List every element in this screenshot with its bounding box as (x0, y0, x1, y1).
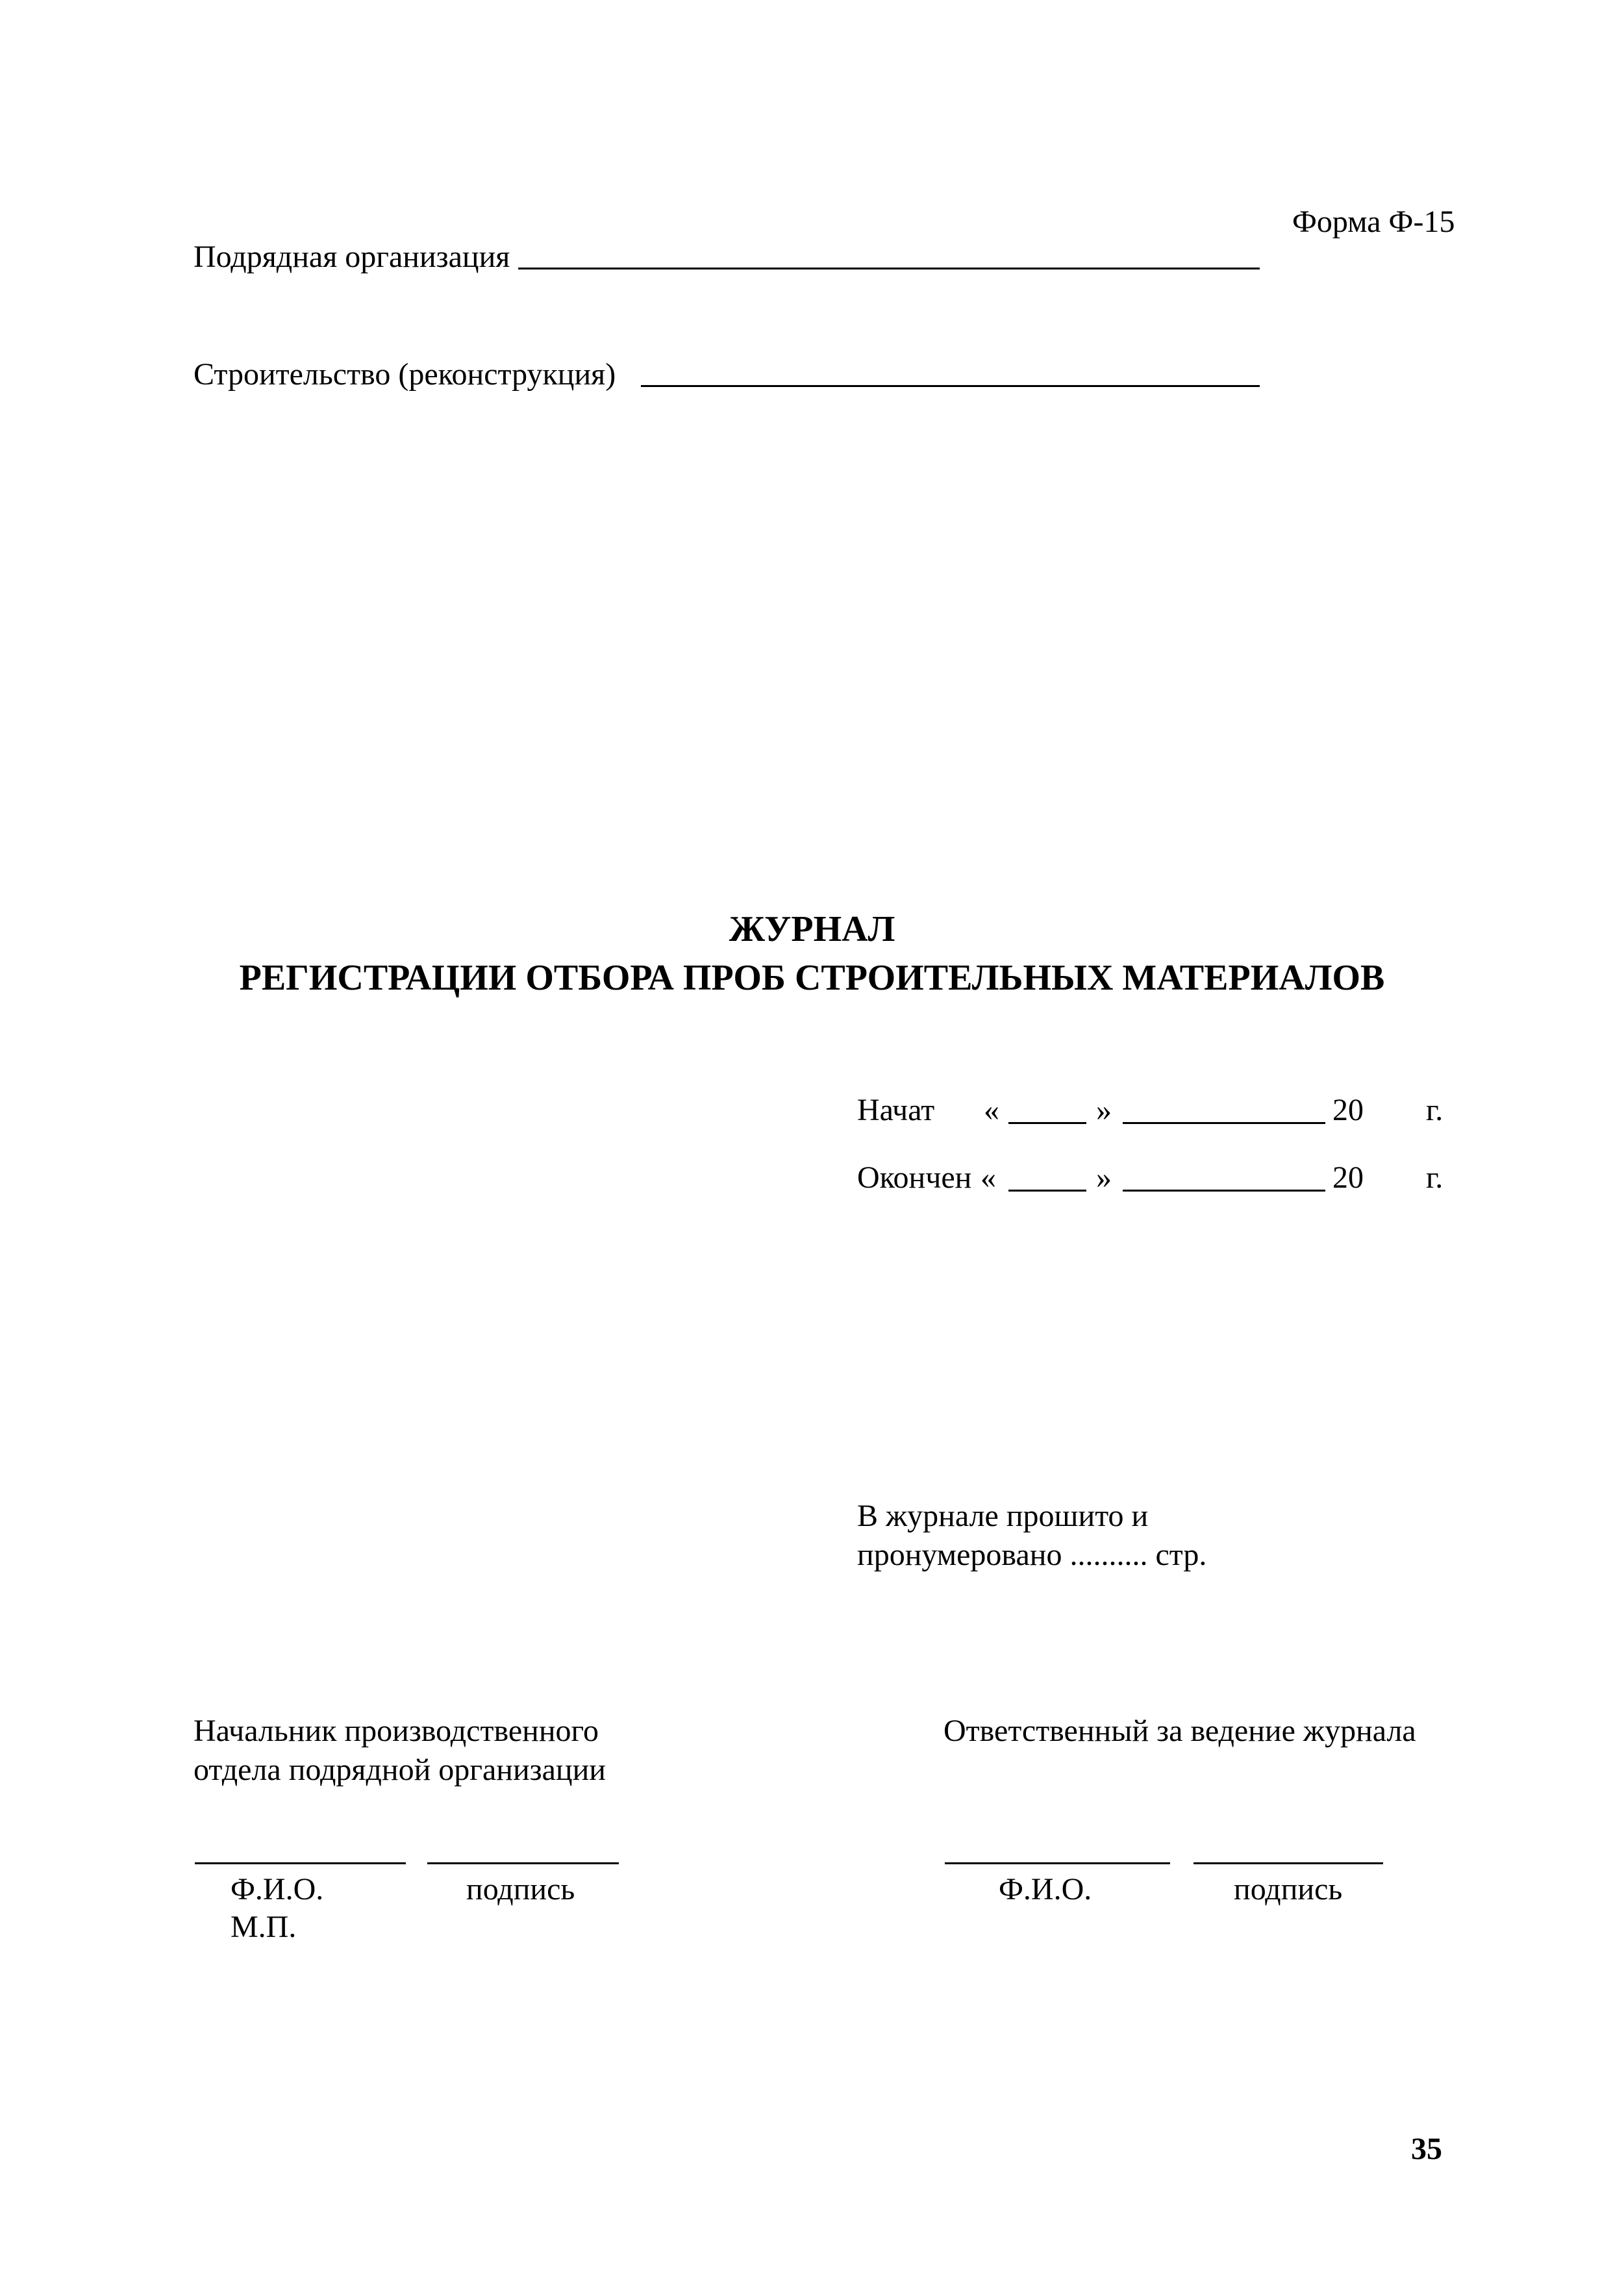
finished-open-quote: « (981, 1160, 996, 1195)
contractor-field-line (518, 268, 1260, 269)
finished-close-quote: » (1096, 1160, 1112, 1195)
left-fio-label: Ф.И.О. (231, 1872, 324, 1906)
finished-month-line (1123, 1190, 1325, 1192)
page-number: 35 (1411, 2132, 1442, 2166)
journal-subtitle: РЕГИСТРАЦИИ ОТБОРА ПРОБ СТРОИТЕЛЬНЫХ МАТЕРИАЛОВ (239, 958, 1385, 998)
started-month-line (1123, 1122, 1325, 1124)
started-label: Начат (857, 1093, 935, 1127)
finished-year-prefix: 20 (1332, 1160, 1364, 1195)
contractor-label: Подрядная организация (194, 240, 510, 274)
right-signature-label: подпись (1234, 1872, 1343, 1906)
form-label: Форма Ф-15 (1292, 205, 1455, 239)
started-year-suffix: г. (1426, 1093, 1443, 1127)
journal-title: ЖУРНАЛ (729, 909, 895, 949)
started-open-quote: « (984, 1093, 999, 1127)
right-signatory-title: Ответственный за ведение журнала (943, 1714, 1416, 1748)
right-signature-line (1193, 1862, 1383, 1864)
binding-note-line2: пронумеровано .......... стр. (857, 1538, 1207, 1572)
left-signature-label: подпись (466, 1872, 575, 1906)
started-year-prefix: 20 (1332, 1093, 1364, 1127)
construction-field-line (641, 385, 1260, 387)
started-day-line (1008, 1122, 1086, 1124)
construction-label: Строительство (реконструкция) (194, 357, 616, 392)
started-close-quote: » (1096, 1093, 1112, 1127)
left-signatory-title-line2: отдела подрядной организации (194, 1753, 606, 1787)
finished-day-line (1008, 1190, 1086, 1192)
right-fio-label: Ф.И.О. (999, 1872, 1092, 1906)
finished-year-suffix: г. (1426, 1160, 1443, 1195)
binding-note-line1: В журнале прошито и (857, 1499, 1149, 1533)
left-signature-line (427, 1862, 619, 1864)
right-fio-line (945, 1862, 1170, 1864)
left-fio-line (195, 1862, 406, 1864)
left-signatory-title-line1: Начальник производственного (194, 1714, 599, 1748)
seal-label: М.П. (231, 1910, 297, 1944)
finished-label: Окончен (857, 1160, 972, 1195)
